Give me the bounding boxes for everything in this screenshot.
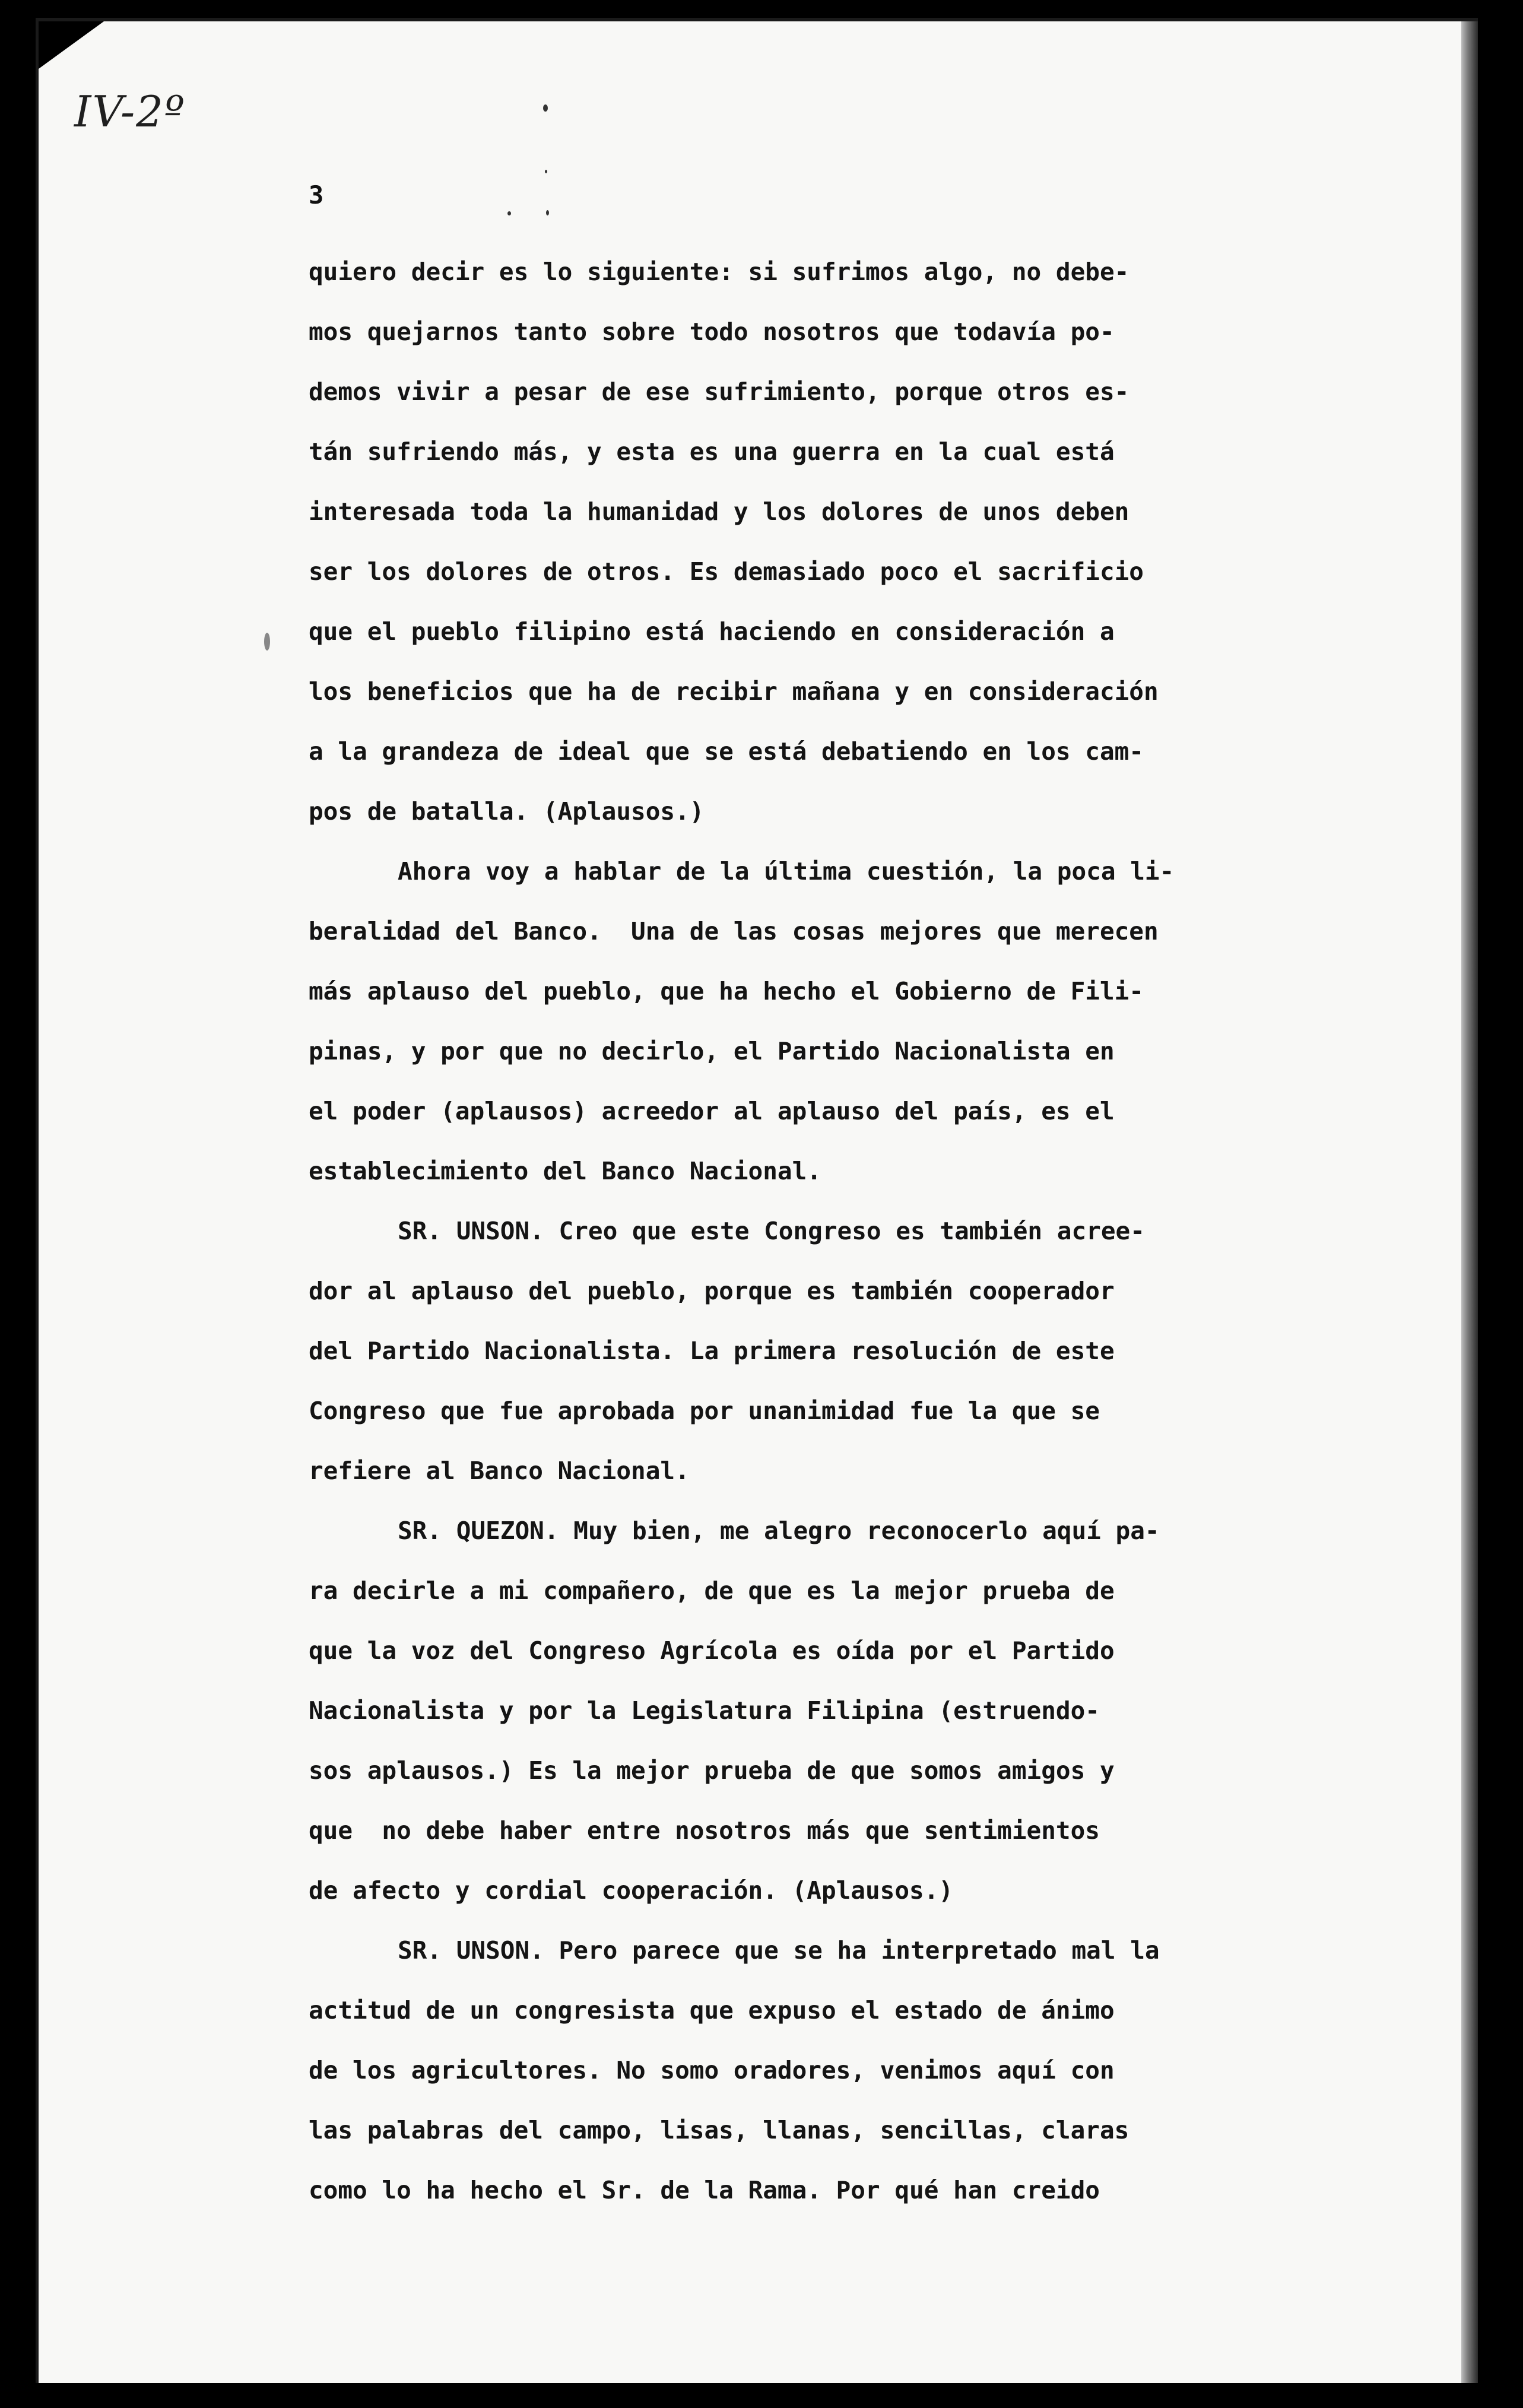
paragraph: [309, 1921, 1395, 2220]
text-line: los beneficios que ha de recibir mañana y en consideración: [309, 677, 1159, 706]
text-line: SR. UNSON. Pero parece que se ha interpretado mal la: [398, 1936, 1160, 1965]
text-line: SR. UNSON. Creo que este Congreso es también acree-: [398, 1217, 1145, 1245]
text-line: beralidad del Banco. Una de las cosas mejores que merecen: [309, 917, 1159, 946]
ink-speck: [507, 211, 511, 215]
text-line: el poder (aplausos) acreedor al aplauso del país, es el: [309, 1097, 1115, 1125]
text-line: SR. QUEZON. Muy bien, me alegro reconocerlo aquí pa-: [398, 1516, 1160, 1545]
text-line: demos vivir a pesar de ese sufrimiento, porque otros es-: [309, 377, 1129, 406]
text-line: de los agricultores. No somo oradores, venimos aquí con: [309, 2056, 1115, 2085]
paragraph: [309, 842, 1395, 1201]
text-line: ser los dolores de otros. Es demasiado poco el sacrificio: [309, 557, 1144, 586]
text-line: quiero decir es lo siguiente: si sufrimos algo, no debe-: [309, 258, 1129, 286]
text-line: pinas, y por que no decirlo, el Partido Nacionalista en: [309, 1037, 1115, 1065]
paragraph: [309, 1501, 1395, 1921]
text-line: sos aplausos.) Es la mejor prueba de que somos amigos y: [309, 1756, 1115, 1785]
text-line: tán sufriendo más, y esta es una guerra en la cual está: [309, 437, 1115, 466]
document-body: [309, 242, 1395, 2220]
text-line: pos de batalla. (Aplausos.): [309, 797, 705, 826]
ink-speck: [264, 633, 270, 651]
document-page: [36, 18, 1478, 2383]
text-line: las palabras del campo, lisas, llanas, sencillas, claras: [309, 2116, 1129, 2144]
page-edge-shadow: [1461, 21, 1478, 2383]
text-line: refiere al Banco Nacional.: [309, 1457, 690, 1485]
ink-speck: [543, 104, 548, 112]
text-line: que la voz del Congreso Agrícola es oída por el Partido: [309, 1636, 1115, 1665]
text-line: Ahora voy a hablar de la última cuestión, la poca li-: [398, 857, 1175, 886]
folded-corner: [39, 21, 104, 69]
text-line: Congreso que fue aprobada por unanimidad fue la que se: [309, 1397, 1100, 1425]
text-line: establecimiento del Banco Nacional.: [309, 1157, 821, 1185]
text-line: más aplauso del pueblo, que ha hecho el Gobierno de Fili-: [309, 977, 1144, 1005]
text-line: a la grandeza de ideal que se está debatiendo en los cam-: [309, 737, 1144, 766]
ink-speck: [545, 170, 547, 173]
text-line: dor al aplauso del pueblo, porque es también cooperador: [309, 1277, 1115, 1305]
handwritten-annotation: IV-2º: [74, 87, 186, 137]
text-line: actitud de un congresista que expuso el estado de ánimo: [309, 1996, 1115, 2025]
text-line: de afecto y cordial cooperación. (Aplausos.): [309, 1876, 954, 1905]
text-line: que el pueblo filipino está haciendo en consideración a: [309, 617, 1115, 646]
text-line: ra decirle a mi compañero, de que es la mejor prueba de: [309, 1576, 1115, 1605]
text-line: mos quejarnos tanto sobre todo nosotros que todavía po-: [309, 318, 1115, 346]
text-line: Nacionalista y por la Legislatura Filipina (estruendo-: [309, 1696, 1100, 1725]
ink-speck: [546, 210, 549, 215]
paragraph: [309, 1201, 1395, 1501]
text-line: interesada toda la humanidad y los dolores de unos deben: [309, 497, 1129, 526]
page-number: 3: [309, 180, 324, 210]
text-line: que no debe haber entre nosotros más que sentimientos: [309, 1816, 1100, 1845]
text-line: como lo ha hecho el Sr. de la Rama. Por qué han creido: [309, 2176, 1100, 2204]
text-line: del Partido Nacionalista. La primera resolución de este: [309, 1337, 1115, 1365]
paragraph: [309, 242, 1395, 842]
